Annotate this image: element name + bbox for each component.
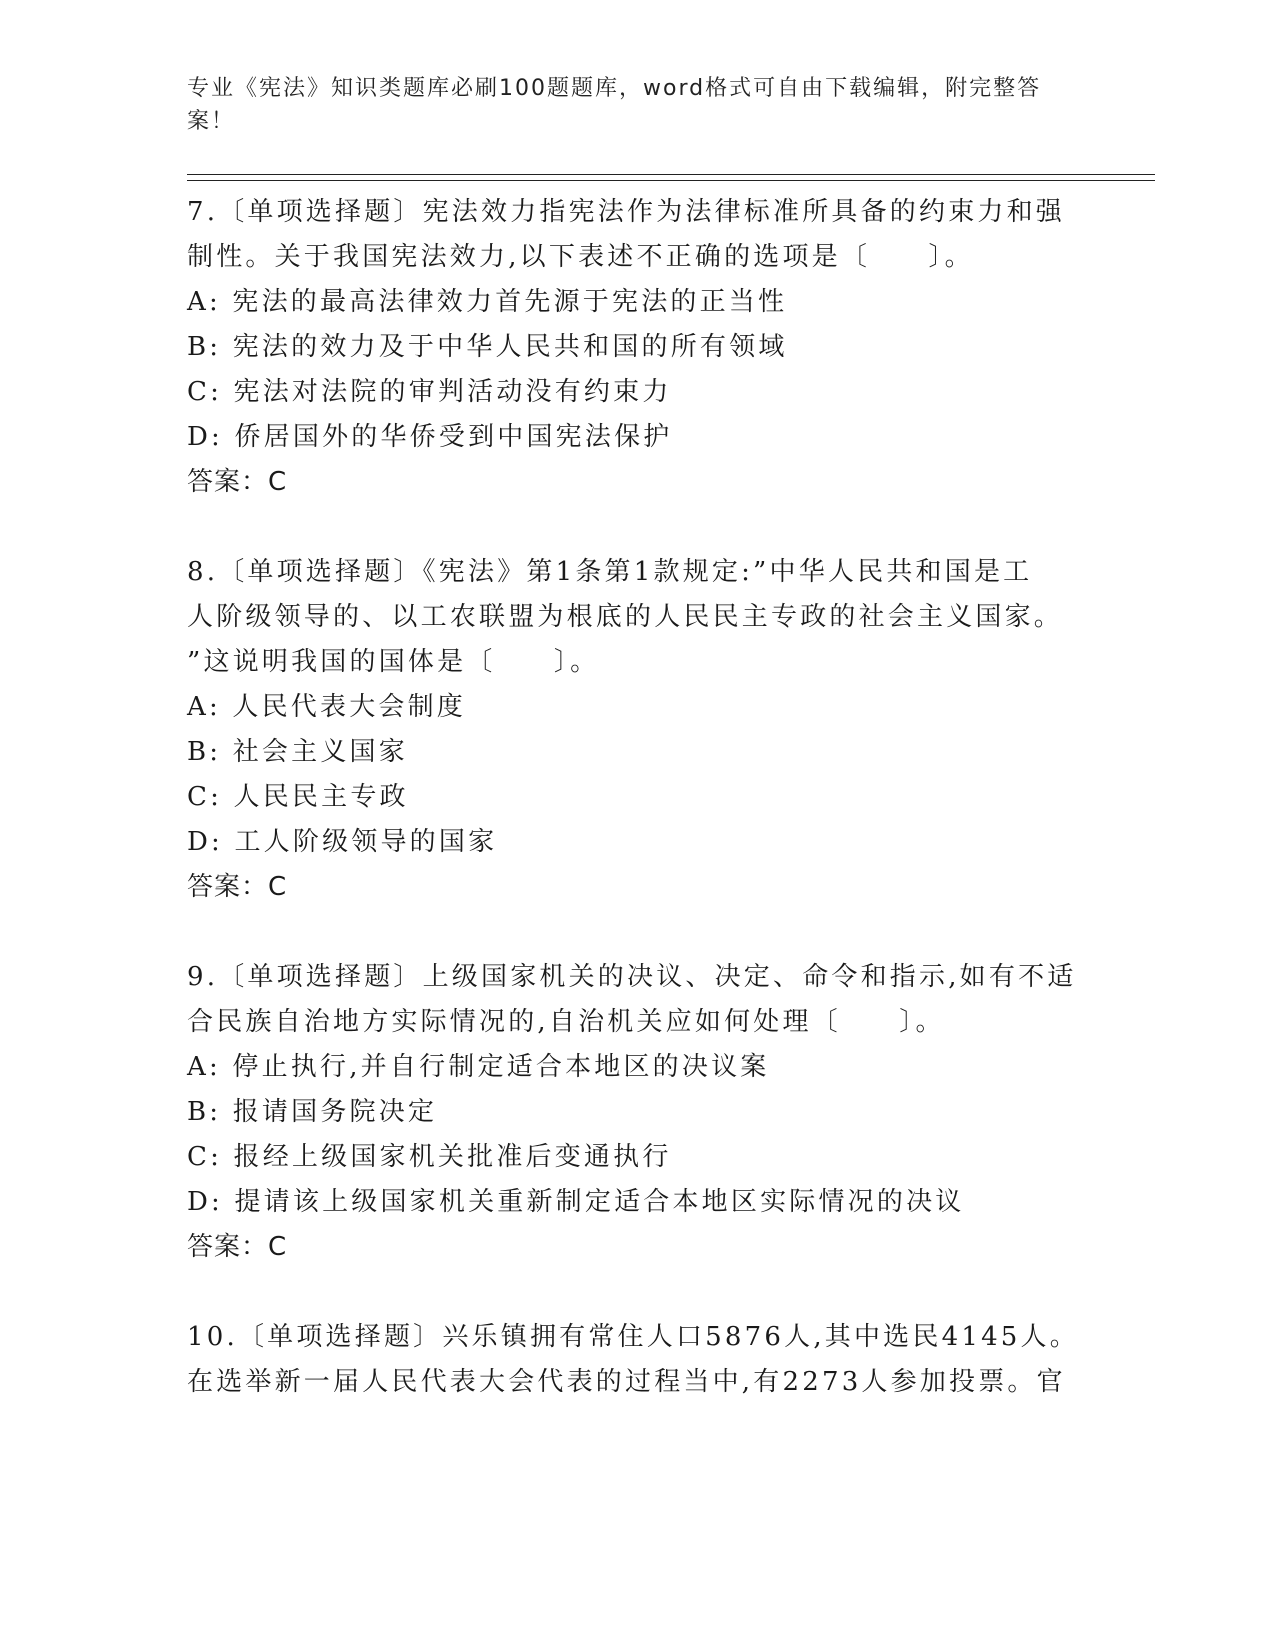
question-stem-line: 10.〔单项选择题〕兴乐镇拥有常住人口5876人,其中选民4145人。	[187, 1322, 1079, 1352]
header-divider-top	[187, 174, 1155, 175]
question-stem-line: 人阶级领导的、以工农联盟为根底的人民民主专政的社会主义国家。	[187, 602, 1064, 632]
spacer	[187, 910, 1087, 955]
question-stem-line: 9.〔单项选择题〕上级国家机关的决议、决定、命令和指示,如有不适	[187, 962, 1077, 992]
question-list	[187, 190, 1087, 1405]
question-stem-line: 7.〔单项选择题〕宪法效力指宪法作为法律标准所具备的约束力和强	[187, 197, 1066, 227]
option-b: B: 报请国务院决定	[187, 1097, 438, 1127]
question-stem-line: 在选举新一届人民代表大会代表的过程当中,有2273人参加投票。官	[187, 1367, 1066, 1397]
option-d: D: 工人阶级领导的国家	[187, 827, 498, 857]
answer-label: 答案：C	[187, 1232, 288, 1262]
header-title-line-1: 专业《宪法》知识类题库必刷100题题库，word格式可自由下载编辑，附完整答	[187, 76, 1042, 101]
answer-label: 答案：C	[187, 467, 288, 497]
option-a: A: 人民代表大会制度	[187, 692, 467, 722]
header-divider-bottom	[187, 180, 1155, 181]
option-b: B: 社会主义国家	[187, 737, 408, 767]
question-9	[187, 955, 1087, 1270]
option-c: C: 报经上级国家机关批准后变通执行	[187, 1142, 672, 1172]
option-d: D: 侨居国外的华侨受到中国宪法保护	[187, 422, 673, 452]
header-title-line-2: 案！	[187, 109, 236, 134]
question-8	[187, 550, 1087, 910]
option-c: C: 人民民主专政	[187, 782, 409, 812]
question-stem-line: 8.〔单项选择题〕《宪法》第1条第1款规定:”中华人民共和国是工	[187, 557, 1033, 587]
question-stem-line: 制性。关于我国宪法效力,以下表述不正确的选项是〔 〕。	[187, 242, 974, 272]
question-7	[187, 190, 1087, 505]
spacer	[187, 1270, 1087, 1315]
document-header	[187, 72, 1067, 138]
option-c: C: 宪法对法院的审判活动没有约束力	[187, 377, 672, 407]
option-a: A: 停止执行,并自行制定适合本地区的决议案	[187, 1052, 770, 1082]
answer-label: 答案：C	[187, 872, 288, 902]
question-stem-line: ”这说明我国的国体是〔 〕。	[187, 647, 600, 677]
question-stem-line: 合民族自治地方实际情况的,自治机关应如何处理〔 〕。	[187, 1007, 945, 1037]
option-a: A: 宪法的最高法律效力首先源于宪法的正当性	[187, 287, 788, 317]
question-10	[187, 1315, 1087, 1405]
option-d: D: 提请该上级国家机关重新制定适合本地区实际情况的决议	[187, 1187, 965, 1217]
spacer	[187, 505, 1087, 550]
option-b: B: 宪法的效力及于中华人民共和国的所有领域	[187, 332, 788, 362]
